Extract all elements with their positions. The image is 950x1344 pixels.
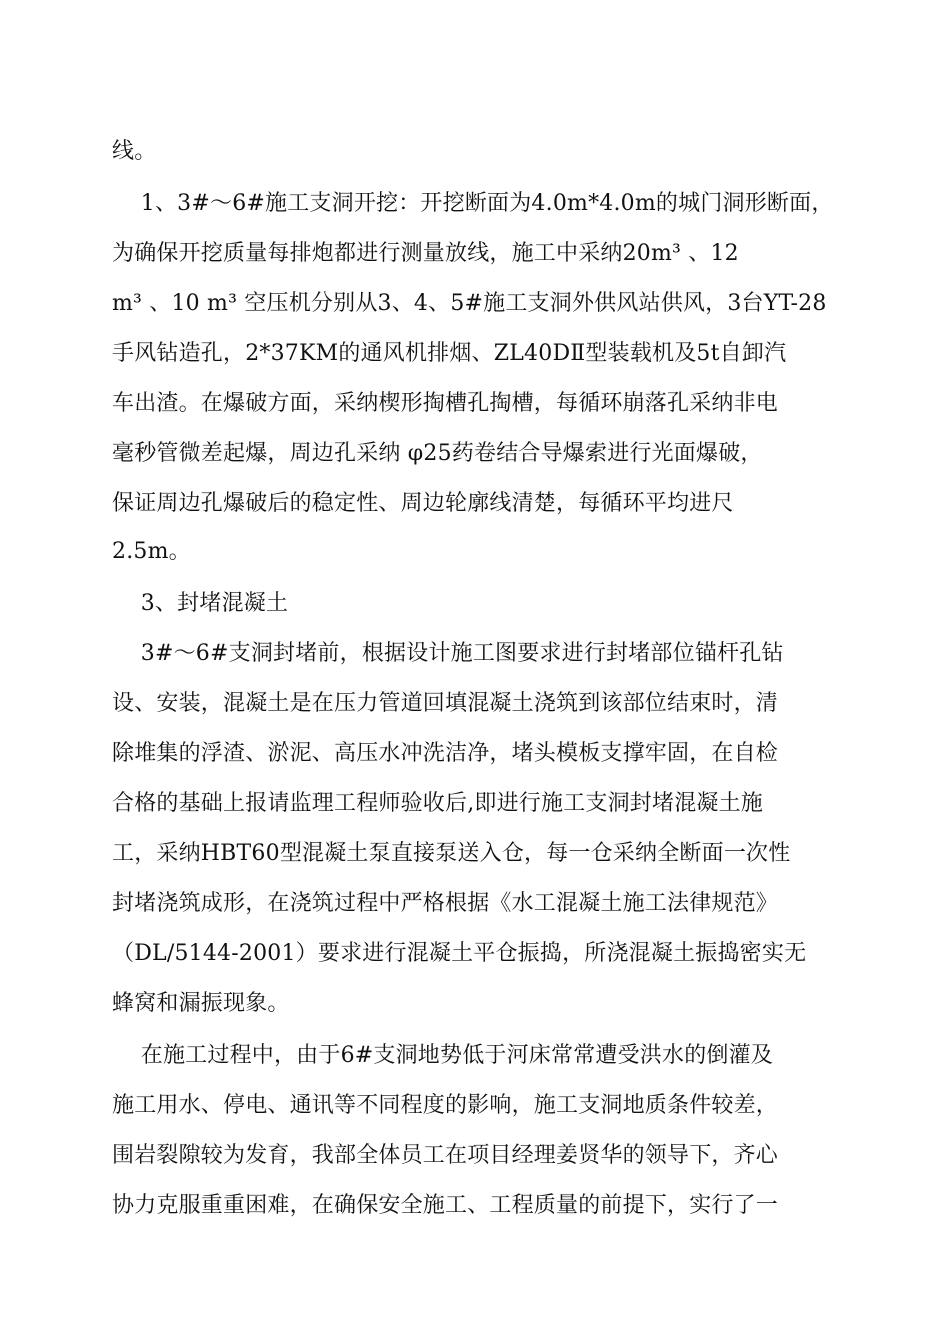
text-line: 1、3#～6#施工支洞开挖：开挖断面为4.0m*4.0m的城门洞形断面， [112,191,834,216]
text-line: 手风钻造孔，2*37KM的通风机排烟、ZL40DⅡ型装载机及5t自卸汽 [112,341,787,366]
text-line: 蜂窝和漏振现象。 [112,991,290,1016]
text-line: 施工用水、停电、通讯等不同程度的影响，施工支洞地质条件较差， [112,1093,779,1118]
text-line: 毫秒管微差起爆，周边孔采纳 φ25药卷结合导爆索进行光面爆破， [112,441,763,466]
section-heading: 3、封堵混凝土 [112,591,289,616]
text-line: 合格的基础上报请监理工程师验收后,即进行施工支洞封堵混凝土施 [112,791,763,816]
text-line: 保证周边孔爆破后的稳定性、周边轮廓线清楚，每循环平均进尺 [112,491,734,516]
text-line: 线。 [112,139,157,164]
text-line: 设、安装，混凝土是在压力管道回填混凝土浇筑到该部位结束时，清 [112,691,779,716]
text-line: m³ 、10 m³ 空压机分别从3、4、5#施工支洞外供风站供风，3台YT-28 [112,291,827,316]
text-line: 工，采纳HBT60型混凝土泵直接泵送入仓，每一仓采纳全断面一次性 [112,841,791,866]
text-line: 为确保开挖质量每排炮都进行测量放线，施工中采纳20m³ 、12 [112,241,739,266]
text-line: 在施工过程中，由于6#支洞地势低于河床常常遭受洪水的倒灌及 [112,1043,774,1068]
text-line: 3#～6#支洞封堵前，根据设计施工图要求进行封堵部位锚杆孔钻 [112,641,784,666]
text-line: （DL/5144-2001）要求进行混凝土平仓振捣，所浇混凝土振捣密实无 [112,941,807,966]
text-line: 2.5m。 [112,539,191,564]
text-line: 封堵浇筑成形，在浇筑过程中严格根据《水工混凝土施工法律规范》 [112,891,779,916]
text-line: 除堆集的浮渣、淤泥、高压水冲洗洁净，堵头模板支撑牢固，在自检 [112,741,779,766]
text-line: 车出渣。在爆破方面，采纳楔形掏槽孔掏槽，每循环崩落孔采纳非电 [112,391,779,416]
text-line: 协力克服重重困难，在确保安全施工、工程质量的前提下，实行了一 [112,1193,779,1218]
text-line: 围岩裂隙较为发育，我部全体员工在项目经理姜贤华的领导下，齐心 [112,1143,779,1168]
